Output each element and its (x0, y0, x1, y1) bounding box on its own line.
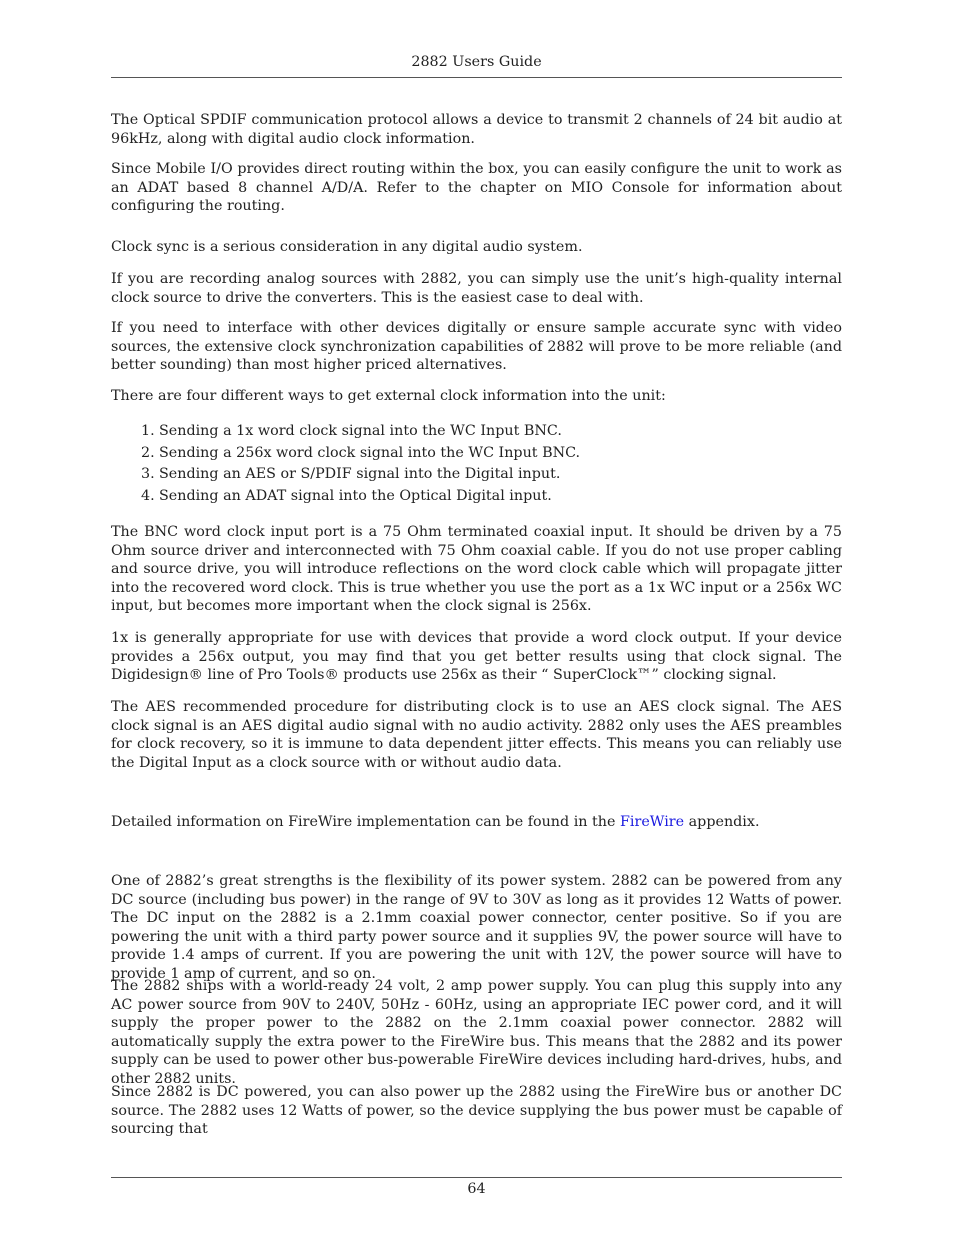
list-item-text: Sending a 1x word clock signal into the WC Input BNC. (159, 423, 562, 439)
paragraph-four-ways: There are four different ways to get external clock information into the unit: (111, 388, 666, 404)
paragraph-1x-256x: 1x is generally appropriate for use with devices that provide a word clock output. If your device provides a 256x output, you may find that you get better results using that clock signal. The Digidesign® line of Pro Tools® products use 256x as their “ SuperClock™” clocking signal. (111, 630, 842, 684)
footer-rule (111, 1177, 842, 1178)
list-item (111, 421, 842, 443)
paragraph-firewire-info (111, 813, 842, 832)
paragraph-clock-sync: Clock sync is a serious consideration in any digital audio system. (111, 239, 583, 255)
firewire-text-before: Detailed information on FireWire implementation can be found in the (111, 814, 620, 830)
list-item-text: Sending a 256x word clock signal into the WC Input BNC. (159, 444, 581, 461)
firewire-appendix-link[interactable]: FireWire (620, 814, 685, 830)
paragraph-analog-sources: If you are recording analog sources with 2882, you can simply use the unit’s high-quality internal clock source to drive the converters. This is the easiest case to deal with. (111, 271, 842, 306)
paragraph-adat-routing: Since Mobile I/O provides direct routing within the box, you can easily configure the unit to work as an ADAT based 8 channel A/D/A. Refer to the chapter on MIO Console for information about configuring the routing. (111, 161, 842, 215)
paragraph-aes-clock: The AES recommended procedure for distributing clock is to use an AES clock signal. The AES clock signal is an AES digital audio signal with no audio activity. 2882 only uses the AES preambles for clock recovery, so it is immune to data dependent jitter effects. This means you can reliably use the Digital Input as a clock source with or without audio data. (111, 699, 842, 771)
list-item (111, 486, 842, 508)
list-item-number: 4. (141, 487, 155, 504)
paragraph-power-system: One of 2882’s great strengths is the flexibility of its power system. 2882 can be powered from any DC source (including bus power) in the range of 9V to 30V as long as it provides 12 Watts of power. The DC input on the 2882 is a 2.1mm coaxial power connector, center positive. So if you are powering the unit with a third party power source and it supplies 9V, the power source will have to provide 1.4 amps of current. If you are powering the unit with 12V, the power source will have to provide 1 amp of current, and so on. (111, 873, 842, 982)
paragraph-optical-spdif: The Optical SPDIF communication protocol allows a device to transmit 2 channels of 24 bit audio at 96kHz, along with digital audio clock information. (111, 112, 842, 147)
paragraph-dc-powered: Since 2882 is DC powered, you can also power up the 2882 using the FireWire bus or another DC source. The 2882 uses 12 Watts of power, so the device supplying the bus power must be capable of sourcing that (111, 1084, 842, 1138)
list-item-number: 2. (141, 444, 155, 461)
list-item (111, 443, 842, 465)
list-item-text: Sending an AES or S/PDIF signal into the Digital input. (159, 466, 561, 483)
header-rule (111, 77, 842, 78)
running-header: 2882 Users Guide (411, 54, 542, 70)
paragraph-bnc-word-clock: The BNC word clock input port is a 75 Ohm terminated coaxial input. It should be driven by a 75 Ohm source driver and interconnected with 75 Ohm coaxial cable. If you do not use proper cabling and source drive, you will introduce reflections on the word clock cable which will propagate jitter into the recovered word clock. This is true whether you use the port as a 1x WC input or a 256x WC input, but becomes more important when the clock signal is 256x. (111, 524, 842, 615)
clock-source-list (111, 421, 842, 507)
list-item-number: 3. (141, 466, 155, 483)
list-item (111, 464, 842, 486)
list-item-number: 1. (141, 423, 155, 439)
firewire-text-after: appendix. (684, 814, 760, 830)
paragraph-interface-devices: If you need to interface with other devices digitally or ensure sample accurate sync with video sources, the extensive clock synchronization capabilities of 2882 will prove to be more reliable (and better sounding) than most higher priced alternatives. (111, 320, 842, 374)
paragraph-power-supply: The 2882 ships with a world-ready 24 volt, 2 amp power supply. You can plug this supply into any AC power source from 90V to 240V, 50Hz - 60Hz, using an appropriate IEC power cord, and it will supply the proper power to the 2882 on the 2.1mm coaxial power connector. 2882 will automatically supply the extra power to the FireWire bus. This means that the 2882 and its power supply can be used to power other bus-powerable FireWire devices including hard-drives, hubs, and other 2882 units. (111, 978, 842, 1087)
list-item-text: Sending an ADAT signal into the Optical Digital input. (159, 487, 552, 504)
page-number: 64 (467, 1181, 486, 1197)
